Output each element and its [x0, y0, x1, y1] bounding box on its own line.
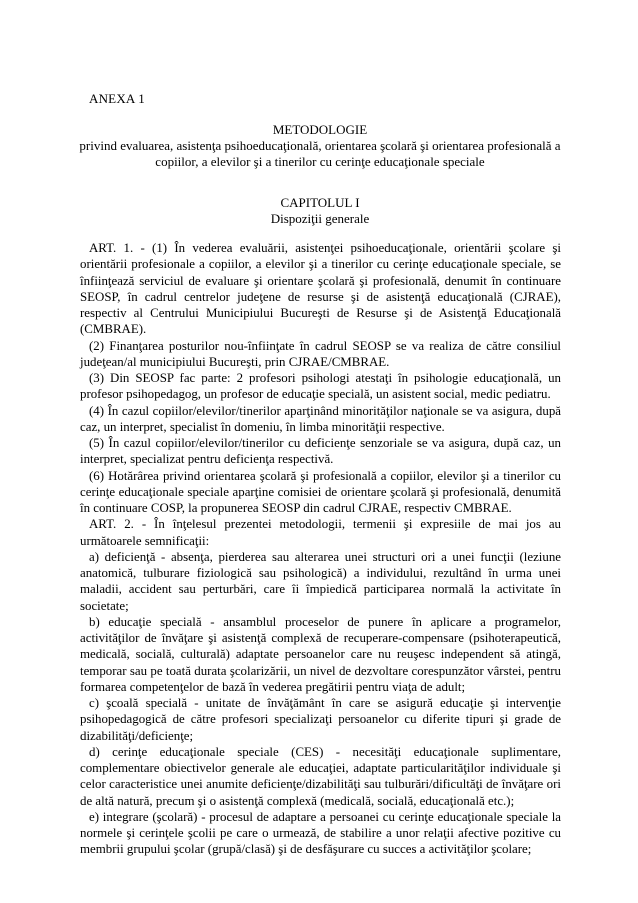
paragraph-art2-c: c) şcoală specială - unitate de învăţământ în care se asigură educaţie şi intervenţie psihopedagogică de către profesori specializaţi persoanelor cu diferite tipuri şi grade de dizabilităţi/deficienţe; — [80, 696, 561, 743]
paragraph-art2-b: b) educaţie specială - ansamblul proceselor de punere în aplicare a programelor, activităţilor de învăţare şi asistenţă complexă de recuperare-compensare (psihoterapeutică, medicală, socială, culturală) adaptate persoanelor care nu reuşesc independent să atingă, temporar sau pe toată durata şcolarizării, un nivel de dezvoltare corespunzător vârstei, pentru formarea competenţelor de bază în vederea pregătirii pentru viaţa de adult; — [80, 614, 561, 694]
paragraph-art1-1: ART. 1. - (1) În vederea evaluării, asistenţei psihoeducaţionale, orientării şcolare şi orientării profesionale a copiilor, a elevilor şi a tinerilor cu cerinţe educaţionale speciale, se înfiinţează serviciul de evaluare şi orientare şcolară şi profesională, denumit în continuare SEOSP, în cadrul centrelor judeţene de resurse şi de asistenţă educaţională (CJRAE), respectiv al Centrului Municipiului Bucureşti de Resurse şi de Asistenţă Educaţională (CMBRAE). — [80, 241, 561, 337]
annex-label: ANEXA 1 — [89, 91, 145, 106]
paragraph-art1-2: (2) Finanţarea posturilor nou-înfiinţate în cadrul SEOSP se va realiza de către consiliul judeţean/al municipiului Bucureşti, prin CJRAE/CMBRAE. — [80, 338, 561, 369]
chapter-title: Dispoziţii generale — [270, 211, 370, 226]
document-title: METODOLOGIE — [272, 122, 368, 137]
paragraph-art2-d: d) cerinţe educaţionale speciale (CES) - necesităţi educaţionale suplimentare, complementare obiectivelor generale ale educaţiei, adaptate particularităţilor individuale şi celor caracteristice unei anumite deficienţe/dizabilităţi sau tulburări/dificultăţi de învăţare ori de altă natură, precum şi o asistenţă complexă (medicală, socială, educaţională etc.); — [80, 744, 561, 808]
paragraph-art1-5: (5) În cazul copiilor/elevilor/tinerilor cu deficienţe senzoriale se va asigura, după caz, un interpret, specializat pentru deficienţa respectivă. — [80, 436, 561, 467]
paragraph-art2-intro: ART. 2. - În înţelesul prezentei metodologii, termenii şi expresiile de mai jos au următoarele semnificaţii: — [80, 517, 561, 548]
chapter-number: CAPITOLUL I — [280, 195, 360, 210]
paragraph-art1-3: (3) Din SEOSP fac parte: 2 profesori psihologi atestaţi în psihologie educaţională, un profesor psihopedagog, un profesor de educaţie specială, un asistent social, medic pediatru. — [80, 371, 561, 402]
document-subtitle: privind evaluarea, asistenţa psihoeducaţională, orientarea şcolară şi orientarea profesională a copiilor, a elevilor şi a tinerilor cu cerinţe educaţionale speciale — [79, 138, 561, 170]
paragraph-art2-a: a) deficienţă - absenţa, pierderea sau alterarea unei structuri ori a unei funcţii (leziune anatomică, tulburare fiziologică sau psihologică) a individului, rezultând în urma unei maladii, accident sau perturbări, care îi împiedică participarea normală la activitate în societate; — [80, 549, 561, 613]
document-body — [80, 240, 561, 858]
paragraph-art1-6: (6) Hotărârea privind orientarea şcolară şi profesională a copiilor, elevilor şi a tinerilor cu cerinţe educaţionale speciale aparţine comisiei de orientare şcolară şi profesională, denumită în continuare COSP, la propunerea SEOSP din cadrul CJRAE, respectiv CMBRAE. — [80, 468, 561, 515]
paragraph-art1-4: (4) În cazul copiilor/elevilor/tinerilor aparţinând minorităţilor naţionale se va asigura, după caz, un interpret, specialist în domeniu, în limba minorităţii respective. — [80, 403, 561, 434]
paragraph-art2-e: e) integrare (şcolară) - procesul de adaptare a persoanei cu cerinţe educaţionale speciale la normele şi cerinţele şcolii pe care o urmează, de stabilire a unor relaţii afective pozitive cu membrii grupului şcolar (grupă/clasă) şi de desfăşurare cu succes a activităţilor şcolare; — [80, 809, 561, 857]
